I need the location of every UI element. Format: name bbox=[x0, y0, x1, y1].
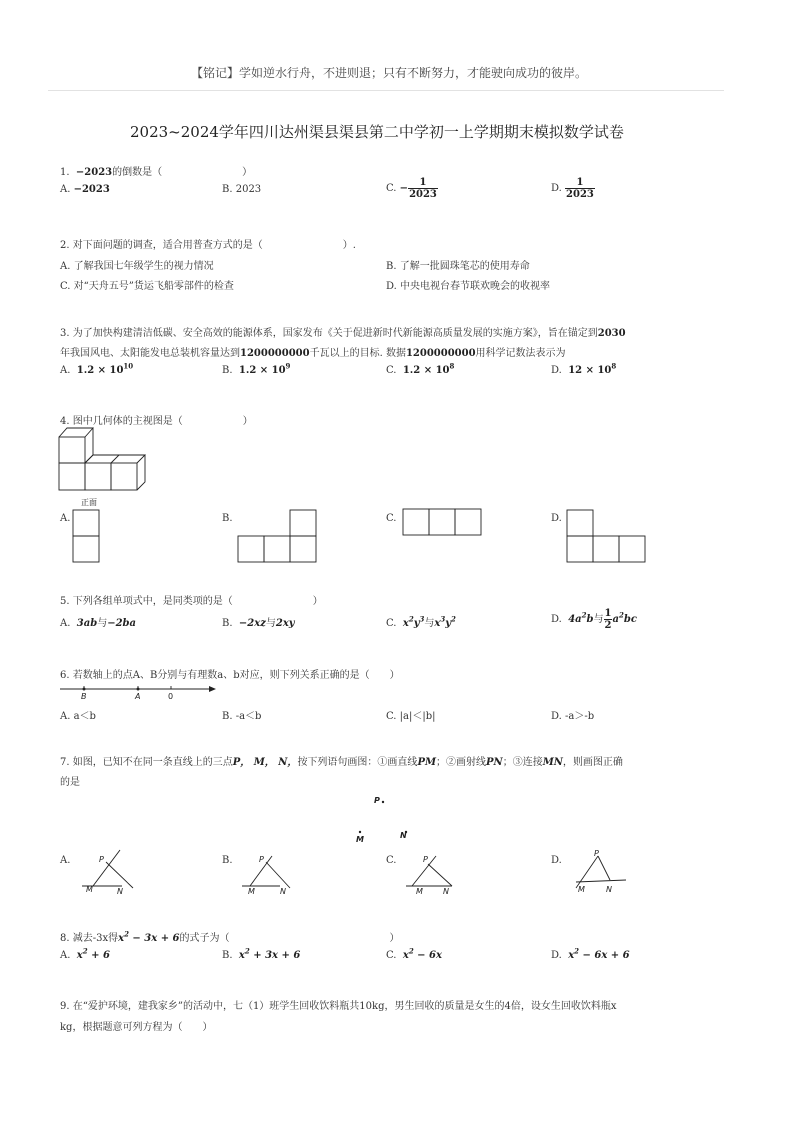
front-view-label: 正面 bbox=[81, 498, 97, 507]
question-5-option-a[interactable]: A. 3ab与−2ba bbox=[60, 618, 137, 629]
svg-text:P: P bbox=[423, 855, 428, 864]
question-7-option-c-label: C. bbox=[386, 855, 397, 866]
question-7-line-2: 的是 bbox=[60, 777, 80, 788]
question-3-option-c[interactable]: C. $1.2 \times 10^8$ bbox=[386, 361, 455, 376]
question-4-option-a-label: A. bbox=[60, 513, 71, 524]
svg-text:M: M bbox=[86, 885, 93, 894]
point-m-label: M bbox=[356, 835, 364, 844]
question-4-solid-figure bbox=[56, 425, 156, 513]
svg-text:P: P bbox=[99, 855, 104, 864]
question-7-option-d-figure[interactable] bbox=[568, 848, 634, 896]
question-3-line-1: 3. 为了加快构建清洁低碳、安全高效的能源体系，国家发布《关于促进新时代新能源高质量发展的实施方案》，旨在锚定到2030 bbox=[60, 328, 626, 339]
question-1-option-c[interactable]: C. − $\frac{1}{2023}$ bbox=[386, 177, 437, 200]
question-5-option-c[interactable]: C. $x^2y^3$与$x^3y^2$ bbox=[386, 614, 456, 629]
question-3-option-b[interactable]: B. $1.2 \times 10^9$ bbox=[222, 361, 291, 376]
question-8-option-b[interactable]: B. $x^2 + 3x + 6$ bbox=[222, 946, 301, 961]
point-n-label: N bbox=[400, 831, 407, 840]
question-7-option-c-figure[interactable] bbox=[402, 848, 468, 896]
point-p-label: P bbox=[374, 796, 380, 805]
svg-text:M: M bbox=[248, 887, 255, 896]
svg-text:N: N bbox=[117, 887, 123, 896]
question-8-option-c[interactable]: C. $x^2 - 6x$ bbox=[386, 946, 442, 961]
number-line bbox=[58, 682, 220, 704]
number-line-label-b: B bbox=[81, 692, 87, 701]
question-4-stem: 4. 图中几何体的主视图是（ ） bbox=[60, 416, 253, 427]
question-9-line-1: 9. 在“爱护环境，建我家乡”的活动中，七（1）班学生回收饮料瓶共10kg，男生回收的质量是女生的4倍，设女生回收饮料瓶x bbox=[60, 1001, 617, 1012]
question-7-option-d-label: D. bbox=[551, 855, 562, 866]
question-9-line-2: kg，根据题意可列方程为（ ） bbox=[60, 1022, 213, 1033]
question-1-option-a[interactable]: A. −2023 bbox=[60, 184, 110, 195]
question-4-option-b-figure[interactable] bbox=[237, 509, 319, 563]
svg-text:M: M bbox=[416, 887, 423, 896]
question-8-stem: 8. 减去-3x得$x^2 - 3x + 6$的式子为（ ） bbox=[60, 929, 400, 944]
question-2-stem: 2. 对下面问题的调查，适合用普查方式的是（ ）. bbox=[60, 240, 356, 251]
question-6-stem: 6. 若数轴上的点A、B分别与有理数a、b对应，则下列关系正确的是（ ） bbox=[60, 670, 400, 681]
question-4-option-b-label: B. bbox=[222, 513, 233, 524]
header-divider bbox=[48, 90, 724, 91]
question-7-option-b-label: B. bbox=[222, 855, 233, 866]
question-1-option-b[interactable]: B. 2023 bbox=[222, 184, 262, 195]
question-5-option-d[interactable]: D. $4a^2b$与 $\frac{1}{2}$ $a^2bc$ bbox=[551, 608, 637, 631]
svg-text:P: P bbox=[259, 855, 264, 864]
page-title: 2023~2024学年四川达州渠县渠县第二中学初一上学期期末模拟数学试卷 bbox=[130, 123, 624, 141]
motto: 【铭记】学如逆水行舟，不进则退；只有不断努力，才能驶向成功的彼岸。 bbox=[191, 66, 588, 80]
question-7-points-figure bbox=[350, 792, 420, 847]
question-5-stem: 5. 下列各组单项式中，是同类项的是（ ） bbox=[60, 596, 323, 607]
question-2-option-a[interactable]: A. 了解我国七年级学生的视力情况 bbox=[60, 261, 214, 272]
question-6-option-c[interactable]: C. |a|＜|b| bbox=[386, 711, 436, 722]
svg-text:N: N bbox=[280, 887, 286, 896]
question-4-option-d-figure[interactable] bbox=[566, 509, 648, 563]
question-4-option-a-figure[interactable] bbox=[72, 509, 102, 563]
svg-text:N: N bbox=[443, 887, 449, 896]
question-3-option-d[interactable]: D. $12 \times 10^8$ bbox=[551, 361, 617, 376]
question-3-option-a[interactable]: A. $1.2 \times 10^{10}$ bbox=[60, 361, 134, 376]
svg-text:P: P bbox=[594, 849, 599, 858]
question-7-option-a-label: A. bbox=[60, 855, 71, 866]
question-8-option-a[interactable]: A. $x^2 + 6$ bbox=[60, 946, 110, 961]
question-2-option-d[interactable]: D. 中央电视台春节联欢晚会的收视率 bbox=[386, 281, 551, 292]
question-7-line-1: 7. 如图，已知不在同一条直线上的三点P， M， N，按下列语句画图：①画直线PM；②画射线PN；③连接MN，则画图正确 bbox=[60, 757, 623, 768]
question-7-option-b-figure[interactable] bbox=[238, 848, 304, 896]
number-line-label-zero: 0 bbox=[168, 692, 174, 701]
question-4-option-c-label: C. bbox=[386, 513, 397, 524]
question-4-option-c-figure[interactable] bbox=[402, 508, 484, 538]
question-5-option-b[interactable]: B. −2xz与2xy bbox=[222, 618, 295, 629]
question-8-option-d[interactable]: D. $x^2 - 6x + 6$ bbox=[551, 946, 630, 961]
number-line-label-a: A bbox=[135, 692, 141, 701]
question-2-option-c[interactable]: C. 对“天舟五号”货运飞船零部件的检查 bbox=[60, 281, 234, 292]
question-2-option-b[interactable]: B. 了解一批圆珠笔芯的使用寿命 bbox=[386, 261, 530, 272]
question-3-line-2: 年我国风电、太阳能发电总装机容量达到1200000000千瓦以上的目标. 数据1200000000用科学记数法表示为 bbox=[60, 348, 566, 359]
question-4-option-d-label: D. bbox=[551, 513, 562, 524]
question-7-option-a-figure[interactable] bbox=[78, 848, 144, 896]
question-6-option-d[interactable]: D. -a＞-b bbox=[551, 711, 595, 722]
question-6-option-b[interactable]: B. -a＜b bbox=[222, 711, 262, 722]
svg-text:M: M bbox=[578, 885, 585, 894]
question-1-stem: 1. −2023的倒数是（ ） bbox=[60, 167, 253, 178]
svg-text:N: N bbox=[606, 885, 612, 894]
question-6-option-a[interactable]: A. a＜b bbox=[60, 711, 96, 722]
question-1-option-d[interactable]: D. $\frac{1}{2023}$ bbox=[551, 177, 594, 200]
